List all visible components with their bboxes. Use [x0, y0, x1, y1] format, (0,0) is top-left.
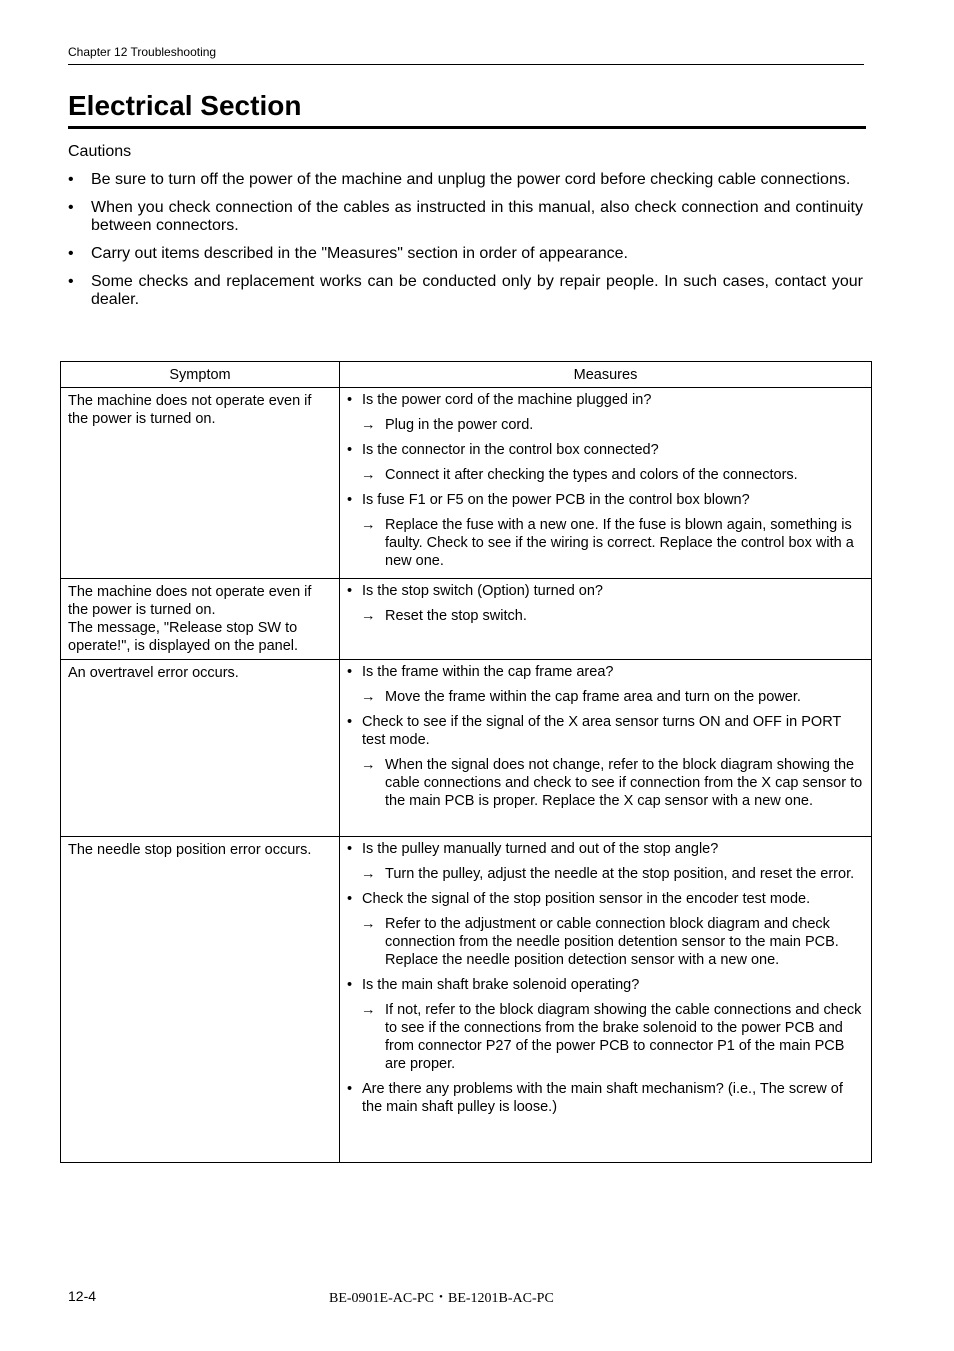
measures-cell [340, 660, 872, 837]
table-row [61, 660, 872, 837]
action-text: Refer to the adjustment or cable connection block diagram and check connection from the needle position detention sensor to the main PCB. Replace the needle position detection sensor with a new one. [385, 916, 839, 968]
caution-item [68, 171, 863, 189]
check-text: Is the main shaft brake solenoid operating? [362, 977, 640, 993]
action-item [347, 688, 867, 706]
title-rule [68, 126, 866, 129]
bullet-icon: • [68, 171, 74, 188]
check-text: Is the connector in the control box connected? [362, 442, 659, 458]
check-item [347, 1080, 867, 1116]
symptom-text: The needle stop position error occurs. [68, 842, 312, 858]
action-item [347, 516, 867, 570]
page-title: Electrical Section [68, 90, 302, 121]
caution-item [68, 273, 863, 309]
header-rule [68, 64, 864, 65]
caution-item [68, 245, 863, 263]
check-item [347, 441, 867, 459]
bullet-icon: • [347, 891, 353, 907]
bullet-icon: • [347, 492, 353, 508]
caution-text: Be sure to turn off the power of the machine and unplug the power cord before checking cable connections. [91, 171, 851, 188]
symptom-cell [61, 837, 340, 1163]
action-text: Connect it after checking the types and colors of the connectors. [385, 467, 798, 483]
check-item [347, 713, 867, 749]
caution-text: When you check connection of the cables as instructed in this manual, also check connection and continuity between connectors. [91, 199, 863, 234]
bullet-icon: • [347, 583, 353, 599]
check-text: Is the power cord of the machine plugged in? [362, 392, 652, 408]
check-text: Is fuse F1 or F5 on the power PCB in the control box blown? [362, 492, 750, 508]
bullet-icon: • [347, 714, 353, 730]
check-item [347, 840, 867, 858]
check-item [347, 491, 867, 509]
cautions-heading: Cautions [68, 143, 132, 160]
action-text: Replace the fuse with a new one. If the fuse is blown again, something is faulty. Check to see if the wiring is correct. Replace the control box with a new one. [385, 517, 854, 569]
arrow-right-icon: → [361, 608, 376, 624]
arrow-right-icon: → [361, 689, 376, 705]
check-text: Check to see if the signal of the X area sensor turns ON and OFF in PORT test mode. [362, 714, 841, 748]
action-item [347, 466, 867, 484]
bullet-icon: • [68, 273, 74, 290]
symptom-text: An overtravel error occurs. [68, 665, 239, 681]
action-text: Plug in the power cord. [385, 417, 534, 433]
arrow-right-icon: → [361, 916, 376, 932]
bullet-icon: • [347, 664, 353, 680]
action-text: Move the frame within the cap frame area and turn on the power. [385, 689, 801, 705]
symptom-cell [61, 660, 340, 837]
caution-text: Carry out items described in the "Measures" section in order of appearance. [91, 245, 628, 262]
table-header-row [61, 362, 872, 388]
action-item [347, 756, 867, 810]
symptom-text: The machine does not operate even if the power is turned on. [68, 584, 312, 618]
arrow-right-icon: → [361, 1002, 376, 1018]
measures-cell [340, 388, 872, 579]
action-item [347, 416, 867, 434]
caution-item [68, 199, 863, 235]
caution-text: Some checks and replacement works can be conducted only by repair people. In such cases, contact your dealer. [91, 273, 863, 308]
arrow-right-icon: → [361, 757, 376, 773]
symptom-cell [61, 579, 340, 660]
table-row [61, 579, 872, 660]
action-text: When the signal does not change, refer to the block diagram showing the cable connections and check to see if connection from the X cap sensor to the main PCB is proper. Replace the X cap sensor with a new one. [385, 757, 863, 809]
symptom-text: The machine does not operate even if the power is turned on. [68, 393, 312, 427]
measures-cell [340, 579, 872, 660]
symptom-column-header: Symptom [61, 362, 340, 388]
action-item [347, 1001, 867, 1073]
measures-column-header: Measures [340, 362, 872, 388]
action-text: If not, refer to the block diagram showing the cable connections and check to see if the connections from the brake solenoid to the power PCB and from connector P27 of the power PCB to connector P1 of the main PCB are proper. [385, 1002, 862, 1072]
troubleshooting-table [60, 361, 872, 1163]
page-number: 12-4 [68, 1288, 97, 1304]
check-item [347, 976, 867, 994]
check-text: Check the signal of the stop position sensor in the encoder test mode. [362, 891, 811, 907]
action-item [347, 607, 867, 625]
check-item [347, 890, 867, 908]
arrow-right-icon: → [361, 866, 376, 882]
chapter-header: Chapter 12 Troubleshooting [68, 45, 217, 59]
check-text: Are there any problems with the main shaft mechanism? (i.e., The screw of the main shaft pulley is loose.) [362, 1081, 843, 1115]
model-number: BE-0901E-AC-PC・BE-1201B-AC-PC [329, 1291, 554, 1306]
action-text: Reset the stop switch. [385, 608, 527, 624]
action-item [347, 865, 867, 883]
action-text: Turn the pulley, adjust the needle at the stop position, and reset the error. [385, 866, 855, 882]
bullet-icon: • [347, 1081, 353, 1097]
arrow-right-icon: → [361, 467, 376, 483]
check-text: Is the frame within the cap frame area? [362, 664, 614, 680]
check-text: Is the pulley manually turned and out of the stop angle? [362, 841, 719, 857]
check-text: Is the stop switch (Option) turned on? [362, 583, 603, 599]
check-item [347, 582, 867, 600]
measures-cell [340, 837, 872, 1163]
bullet-icon: • [68, 199, 74, 216]
symptom-text: The message, "Release stop SW to operate!", is displayed on the panel. [68, 620, 299, 654]
action-item [347, 915, 867, 969]
arrow-right-icon: → [361, 517, 376, 533]
bullet-icon: • [347, 392, 353, 408]
symptom-cell [61, 388, 340, 579]
table-row [61, 388, 872, 579]
bullet-icon: • [68, 245, 74, 262]
cautions-list [68, 171, 863, 319]
check-item [347, 663, 867, 681]
arrow-right-icon: → [361, 417, 376, 433]
check-item [347, 391, 867, 409]
bullet-icon: • [347, 977, 353, 993]
bullet-icon: • [347, 841, 353, 857]
bullet-icon: • [347, 442, 353, 458]
table-row [61, 837, 872, 1163]
